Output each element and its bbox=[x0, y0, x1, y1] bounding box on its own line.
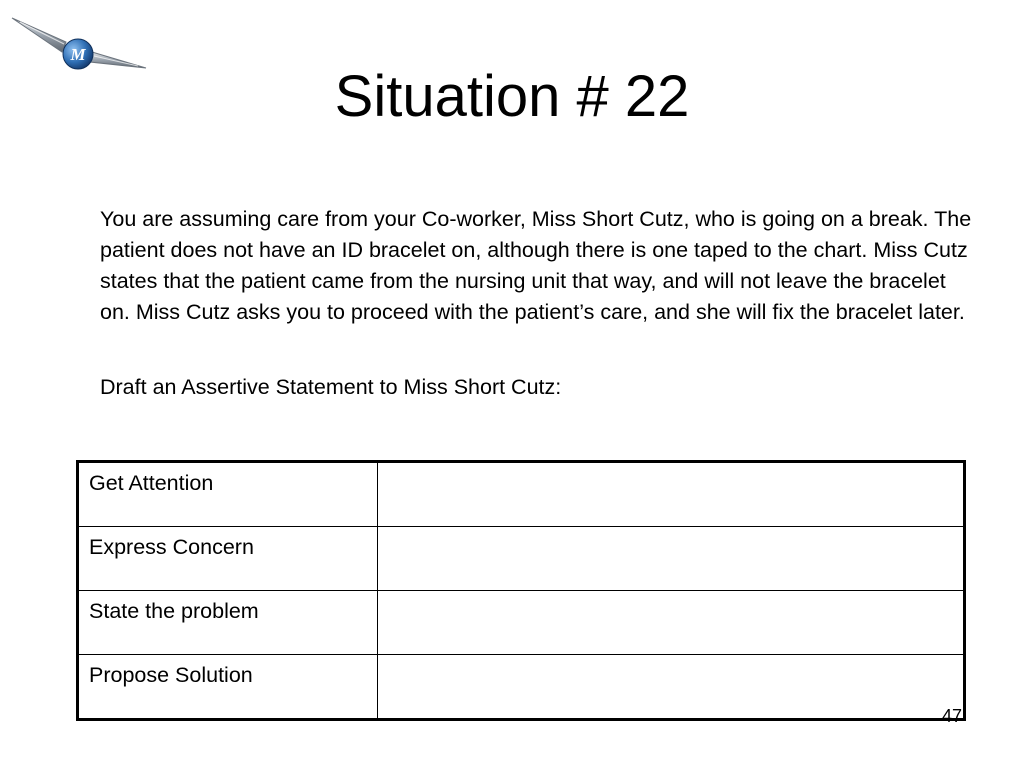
slide-title: Situation # 22 bbox=[334, 64, 690, 129]
row-label-express-concern: Express Concern bbox=[78, 527, 378, 591]
table-row bbox=[78, 655, 965, 720]
row-value-state-problem bbox=[378, 591, 965, 655]
row-value-propose-solution bbox=[378, 655, 965, 720]
row-label-propose-solution: Propose Solution bbox=[78, 655, 378, 720]
row-label-get-attention: Get Attention bbox=[78, 462, 378, 527]
row-value-express-concern bbox=[378, 527, 965, 591]
row-label-state-problem: State the problem bbox=[78, 591, 378, 655]
row-value-get-attention bbox=[378, 462, 965, 527]
table-row bbox=[78, 462, 965, 527]
table-row bbox=[78, 527, 965, 591]
page-number: 47 bbox=[941, 706, 962, 726]
assertive-statement-table bbox=[76, 460, 966, 721]
table-row bbox=[78, 591, 965, 655]
svg-text:M: M bbox=[70, 45, 86, 64]
assertive-statement-prompt: Draft an Assertive Statement to Miss Short Cutz: bbox=[100, 375, 562, 399]
situation-paragraph: You are assuming care from your Co-worker, Miss Short Cutz, who is going on a break. The patient does not have an ID bracelet on, although there is one taped to the chart. Miss Cutz states that the patient came from the nursing unit that way, and will not leave the bracelet on. Miss Cutz asks you to proceed with the patient’s care, and she will fix the bracelet later. bbox=[100, 207, 972, 324]
